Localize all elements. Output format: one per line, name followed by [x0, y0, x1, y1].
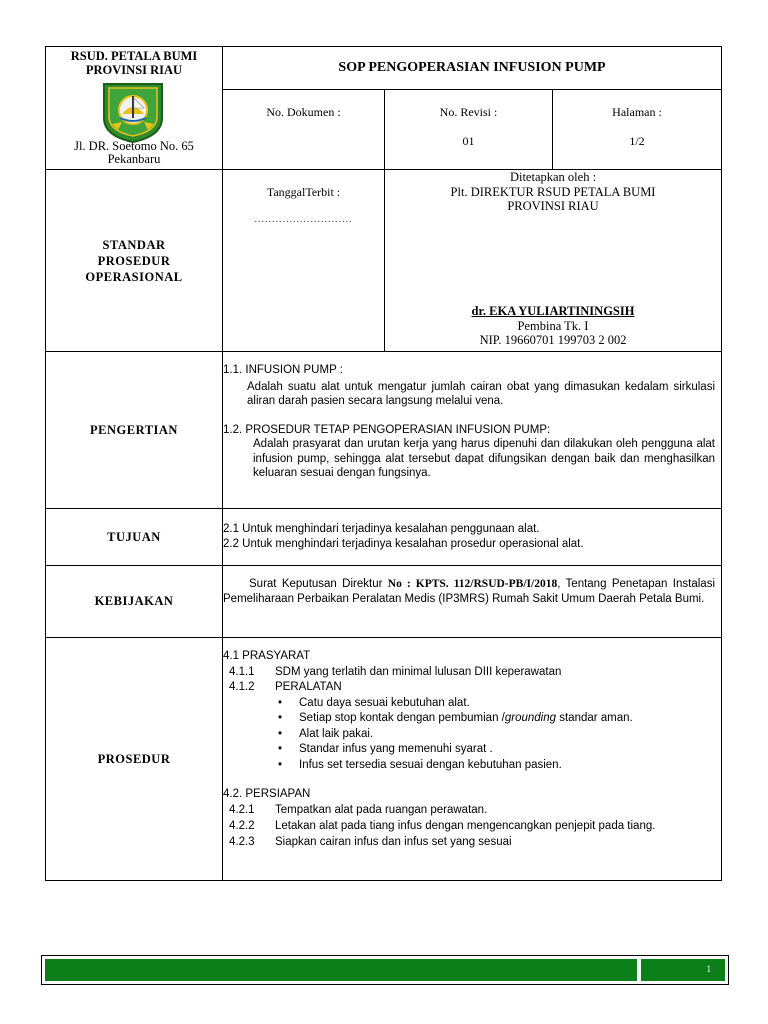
- kebijakan-decree-number: No : KPTS. 112/RSUD-PB/I/2018: [387, 578, 558, 590]
- footer-green-band: [45, 959, 637, 981]
- approved-by-label: Ditetapkan oleh :: [509, 170, 597, 184]
- prosedur-item-4-1-2-number: 4.1.2: [229, 681, 255, 693]
- hospital-name: RSUD. PETALA BUMI: [70, 49, 198, 63]
- sop-label-line3: OPERASIONAL: [85, 269, 183, 284]
- approver-name: dr. EKA YULIARTININGSIH: [471, 304, 635, 318]
- prosedur-item-4-2-3: [229, 835, 715, 849]
- prosedur-item-4-2-3-text: Siapkan cairan infus dan infus set yang sesuai: [275, 835, 512, 848]
- prosedur-item-4-2-1-number: 4.2.1: [229, 803, 255, 816]
- hospital-address-line2: Pekanbaru: [107, 152, 161, 166]
- prosedur-item-4-2-1-text: Tempatkan alat pada ruangan perawatan.: [275, 803, 488, 816]
- footer-bar: [41, 955, 729, 985]
- sop-label-line1: STANDAR: [102, 237, 166, 252]
- approver-title-line2: PROVINSI RIAU: [507, 199, 599, 213]
- hospital-header-cell: [46, 47, 223, 170]
- peralatan-item: • Infus set tersedia sesuai dengan kebutuhan pasien.: [299, 758, 715, 774]
- footer-page-number: 1: [706, 964, 711, 974]
- tujuan-label: TUJUAN: [46, 509, 223, 566]
- approver-nip: NIP. 19660701 199703 2 002: [479, 333, 627, 347]
- sop-label-line2: PROSEDUR: [97, 253, 171, 268]
- prosedur-section-4-2: 4.2. PERSIAPAN: [223, 788, 311, 800]
- issued-date-cell: [223, 170, 385, 352]
- revision-label: No. Revisi :: [439, 105, 498, 119]
- peralatan-list: [299, 696, 715, 774]
- tujuan-item-2: 2.2 Untuk menghindari terjadinya kesalahan prosedur operasional alat.: [223, 537, 584, 550]
- pengertian-paragraph-1: Adalah suatu alat untuk mengatur jumlah cairan obat yang dimasukan kedalam sirkulasi aliran darah pasien secara langsung melalui vena.: [247, 380, 716, 407]
- approver-title-line1: Plt. DIREKTUR RSUD PETALA BUMI: [450, 184, 656, 199]
- prosedur-item-4-2-2-number: 4.2.2: [229, 819, 255, 832]
- document-title: SOP PENGOPERASIAN INFUSION PUMP: [223, 47, 722, 90]
- doc-number-label: No. Dokumen :: [266, 105, 341, 119]
- approval-cell: [385, 170, 722, 352]
- prosedur-item-4-1-2-text: PERALATAN: [275, 681, 342, 693]
- kebijakan-content: [223, 566, 722, 638]
- prosedur-section-4-1: 4.1 PRASYARAT: [223, 650, 311, 662]
- pengertian-content: [223, 352, 722, 509]
- sop-label-cell: [46, 170, 223, 352]
- issued-date-value: ............................: [254, 214, 353, 225]
- doc-number-cell: [223, 90, 385, 170]
- peralatan-item-text: Setiap stop kontak dengan pembumian /: [299, 712, 505, 724]
- prosedur-item-4-1-1: [229, 665, 715, 681]
- pengertian-heading-2: 1.2. PROSEDUR TETAP PENGOPERASIAN INFUSION PUMP:: [223, 423, 551, 436]
- pengertian-heading-1: 1.1. INFUSION PUMP :: [223, 364, 343, 376]
- hospital-address-line1: Jl. DR. Soetomo No. 65: [74, 139, 194, 153]
- peralatan-item-text: standar aman.: [556, 712, 633, 724]
- peralatan-item: • Catu daya sesuai kebutuhan alat.: [299, 696, 715, 712]
- prosedur-item-4-2-1: [229, 803, 715, 817]
- prosedur-item-4-2-2-text: Letakan alat pada tiang infus dengan mengencangkan penjepit pada tiang.: [275, 819, 656, 832]
- page-cell: [553, 90, 722, 170]
- kebijakan-text-post: , Tentang Penetapan Instalasi Pemeliharaan Perbaikan Peralatan Medis (IP3MRS) Rumah Sakit Umum Daerah Petala Bumi.: [223, 578, 715, 605]
- tujuan-content: [223, 509, 722, 566]
- peralatan-item-italic: grounding: [504, 712, 557, 724]
- prosedur-item-4-2-3-number: 4.2.3: [229, 835, 255, 848]
- revision-value: 01: [462, 134, 475, 148]
- revision-cell: [385, 90, 553, 170]
- sop-table: [45, 46, 722, 881]
- pengertian-label: PENGERTIAN: [46, 352, 223, 509]
- hospital-province: PROVINSI RIAU: [85, 63, 183, 77]
- footer-page-box: [641, 959, 725, 981]
- kebijakan-text-pre: Surat Keputusan Direktur: [249, 578, 388, 590]
- page-value: 1/2: [629, 134, 645, 148]
- tujuan-item-1: 2.1 Untuk menghindari terjadinya kesalahan penggunaan alat.: [223, 523, 540, 535]
- prosedur-item-4-1-1-text: SDM yang terlatih dan minimal lulusan DIII keperawatan: [275, 665, 562, 678]
- page-label: Halaman :: [612, 105, 662, 119]
- peralatan-item: [299, 711, 715, 727]
- prosedur-item-4-1-1-number: 4.1.1: [229, 665, 255, 678]
- prosedur-item-4-2-2: [229, 819, 715, 833]
- prosedur-label: PROSEDUR: [46, 638, 223, 881]
- peralatan-item: • Standar infus yang memenuhi syarat .: [299, 742, 715, 758]
- issued-date-label: TanggalTerbit :: [266, 185, 341, 199]
- prosedur-item-4-1-2: [229, 680, 715, 696]
- peralatan-item: • Alat laik pakai.: [299, 727, 715, 743]
- prosedur-content: [223, 638, 722, 881]
- kebijakan-label: KEBIJAKAN: [46, 566, 223, 638]
- hospital-logo: [100, 80, 166, 144]
- approver-rank: Pembina Tk. I: [517, 318, 589, 333]
- pengertian-paragraph-2: Adalah prasyarat dan urutan kerja yang harus dipenuhi dan dilakukan oleh pengguna alat infusion pump, sehingga alat tersebut dapat difungsikan dengan baik dan menghasilkan keluaran sesuai dengan fungsinya.: [253, 438, 716, 479]
